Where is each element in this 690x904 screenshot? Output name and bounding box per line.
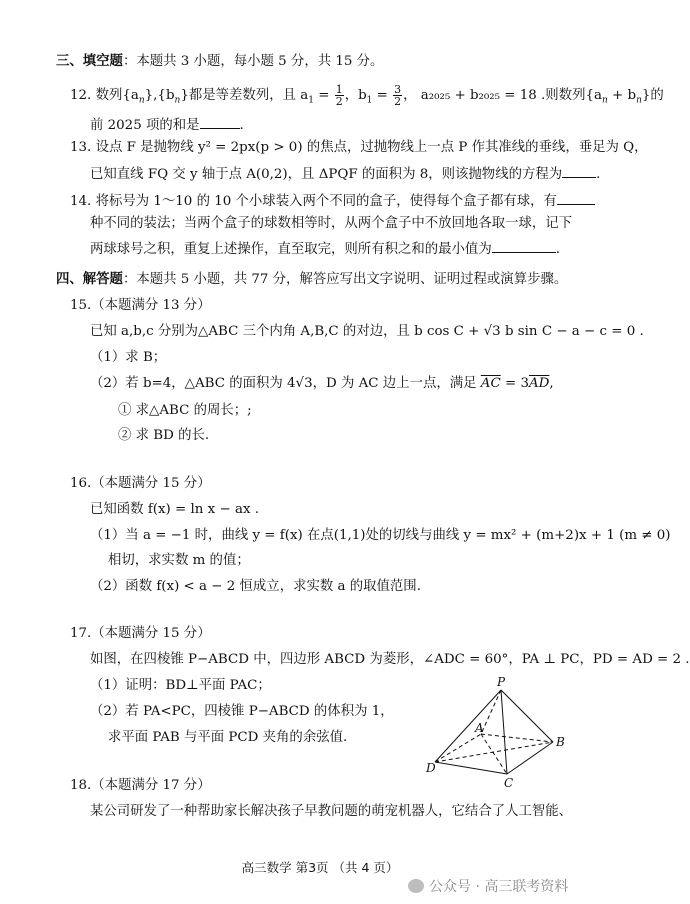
q13-line2: 已知直线 FQ 交 y 轴于点 A(0,2)，且 ΔPQF 的面积为 8，则该抛物线的方程为 .: [90, 163, 600, 185]
q14-blank2: [492, 238, 556, 253]
q14-blank1: [557, 190, 595, 205]
q16-part1-text: （1）当 a = −1 时，曲线 y = f(x) 在点(1,1)处的切线与曲线 y = mx² + (m+2)x + 1 (m ≠ 0): [90, 528, 671, 543]
q14-text-a: 将标号为 1～10 的 10 个小球装入两个不同的盒子，使得每个盒子都有球，有: [95, 194, 557, 209]
q13-number: 13.: [70, 140, 92, 155]
q12-frac2-den: 2: [394, 95, 402, 108]
q16-part1-cont: [108, 551, 250, 571]
q16-stem-text: 已知函数 f(x) = ln x − ax .: [90, 502, 260, 517]
q12-text-d: ，b: [344, 88, 367, 103]
q13-answer-blank: [562, 163, 596, 178]
q15-vector-ad: $\overline{AD}$: [528, 376, 550, 391]
q17-number: 17.: [70, 626, 92, 641]
q12-condition: ， a₂₀₂₅ + b₂₀₂₅ = 18 .则数列{a: [403, 88, 602, 103]
vertex-label-d: D: [426, 761, 436, 775]
q16-part2: [90, 577, 421, 597]
page-footer: 高三数学 第3页 （共 4 页）: [241, 860, 399, 875]
q15-sub1: [118, 401, 252, 421]
edge-dc: [435, 762, 507, 774]
q14-text-b: 种不同的装法；当两个盒子的球数相等时，从两个盒子中不放回地各取一球，记下: [90, 216, 573, 231]
watermark-text: 公众号 · 高三联考资料: [429, 879, 569, 895]
vertex-label-p: P: [497, 675, 506, 689]
q15-score: （本题满分 13 分）: [91, 298, 211, 313]
q15-vector-eq: = 3: [500, 376, 529, 391]
q17-header: [70, 624, 211, 644]
q12-frac2-num: 3: [394, 83, 402, 96]
q14-number: 14.: [70, 194, 92, 209]
section4-header: [56, 270, 567, 290]
q17-part1: [90, 676, 271, 696]
q18-header: [70, 776, 211, 796]
q17-stem: [90, 650, 690, 670]
q12-text-f: }的: [641, 88, 664, 103]
q16-stem: [90, 500, 259, 520]
q12-line2: 前 2025 项的和是 .: [90, 114, 244, 136]
q16-score: （本题满分 15 分）: [91, 476, 211, 491]
q15-sub1-text: ① 求△ABC 的周长；;: [118, 403, 252, 418]
q12-frac1: [335, 84, 344, 107]
q15-part2-end: ,: [549, 376, 554, 391]
q13-line1: [70, 138, 648, 158]
watermark: [408, 876, 568, 896]
wechat-icon: [408, 879, 424, 893]
q15-sub2-text: ② 求 BD 的长.: [118, 428, 210, 443]
section4-desc: ：本题共 5 小题，共 77 分，解答应写出文字说明、证明过程或演算步骤。: [122, 272, 568, 287]
q18-line1: [90, 802, 572, 822]
pyramid-figure: [425, 676, 575, 790]
q16-part1: [90, 526, 671, 546]
q14-line2: [90, 214, 572, 234]
q12-text-g: 前 2025 项的和是: [90, 118, 200, 133]
edge-cb: [507, 742, 553, 774]
q12-text-e: + b: [607, 88, 637, 103]
q12-text-b: },{b: [144, 88, 175, 103]
q17-part2: [90, 702, 394, 722]
section4-heading: 四、解答题: [56, 272, 123, 287]
edge-pa: [481, 690, 501, 734]
q15-number: 15.: [70, 298, 92, 313]
q14-line1: [70, 190, 595, 212]
q12-frac1-den: 2: [335, 95, 343, 108]
edge-pd: [435, 690, 501, 762]
q15-stem-text: 已知 a,b,c 分别为△ABC 三个内角 A,B,C 的对边，且 b cos C + √3 b sin C − a − c = 0 .: [90, 324, 644, 339]
q17-part2-cont-text: 求平面 PAB 与平面 PCD 夹角的余弦值.: [108, 730, 348, 745]
q17-part1-text: （1）证明：BD⊥平面 PAC；: [90, 678, 271, 693]
section3-heading: 三、填空题: [56, 54, 123, 69]
q15-header: [70, 296, 211, 316]
q12-text-a: 数列{a: [95, 88, 139, 103]
q14-line3: 两球球号之积，重复上述操作，直至取完，则所有积之和的最小值为 .: [90, 238, 560, 260]
q18-score: （本题满分 17 分）: [91, 778, 211, 793]
q12-line1: 12. 数列$\{a_n\},\{b_n\}$都是等差数列，且 $a_1$ = $\frac{1}{2}$ ，$b_1$ = $\frac{3}{2}$ ， a₂₀₂₅ + b₂₀₂₅ = 18 .则数列$\{a_n + b_n\}$的: [70, 83, 664, 108]
q15-part2: [90, 374, 554, 394]
q15-part1-text: （1）求 B；: [90, 350, 167, 365]
q15-part2-text: （2）若 b=4，△ABC 的面积为 4√3，D 为 AC 边上一点，满足: [90, 376, 481, 391]
q18-text: 某公司研发了一种帮助家长解决孩子早教问题的萌宠机器人，它结合了人工智能、: [90, 804, 573, 819]
edge-ab: [481, 734, 553, 742]
edge-pb: [501, 690, 553, 742]
q15-vector-ac: $\overline{AC}$: [480, 376, 501, 391]
q15-part1: [90, 348, 166, 368]
q12-answer-blank: [200, 114, 240, 129]
q15-stem: [90, 322, 644, 342]
q16-part1-cont-text: 相切，求实数 m 的值；: [108, 553, 250, 568]
q13-text-b: 已知直线 FQ 交 y 轴于点 A(0,2)，且 ΔPQF 的面积为 8，则该抛物线的方程为: [90, 167, 563, 182]
vertex-label-c: C: [504, 776, 514, 790]
edge-pc: [501, 690, 507, 774]
q16-number: 16.: [70, 476, 92, 491]
q17-part2-cont: [108, 728, 347, 748]
q18-number: 18.: [70, 778, 92, 793]
q13-text-a: 设点 F 是抛物线 y² = 2px(p > 0) 的焦点，过抛物线上一点 P 作其准线的垂线，垂足为 Q，: [95, 140, 648, 155]
q12-number: 12.: [70, 88, 92, 103]
section3-desc: ：本题共 3 小题，每小题 5 分，共 15 分。: [122, 54, 384, 69]
section3-header: [56, 52, 383, 72]
q17-stem-text: 如图，在四棱锥 P−ABCD 中，四边形 ABCD 为菱形，∠ADC = 60°，PA ⊥ PC，PD = AD = 2 .: [90, 652, 690, 667]
vertex-label-a: A: [475, 721, 484, 735]
edge-db: [435, 742, 553, 762]
q16-part2-text: （2）函数 f(x) < a − 2 恒成立，求实数 a 的取值范围.: [90, 579, 421, 594]
q17-part2-text: （2）若 PA<PC，四棱锥 P−ABCD 的体积为 1，: [90, 704, 394, 719]
q12-eq: =: [313, 88, 334, 103]
q14-text-c: 两球球号之积，重复上述操作，直至取完，则所有积之和的最小值为: [90, 242, 492, 257]
q17-score: （本题满分 15 分）: [91, 626, 211, 641]
q16-header: [70, 474, 211, 494]
vertex-label-b: B: [556, 735, 565, 749]
q12-frac2: [393, 84, 402, 107]
q12-text-c: }都是等差数列，且 a: [180, 88, 309, 103]
q12-frac1-num: 1: [335, 83, 343, 96]
q15-sub2: [118, 426, 209, 446]
